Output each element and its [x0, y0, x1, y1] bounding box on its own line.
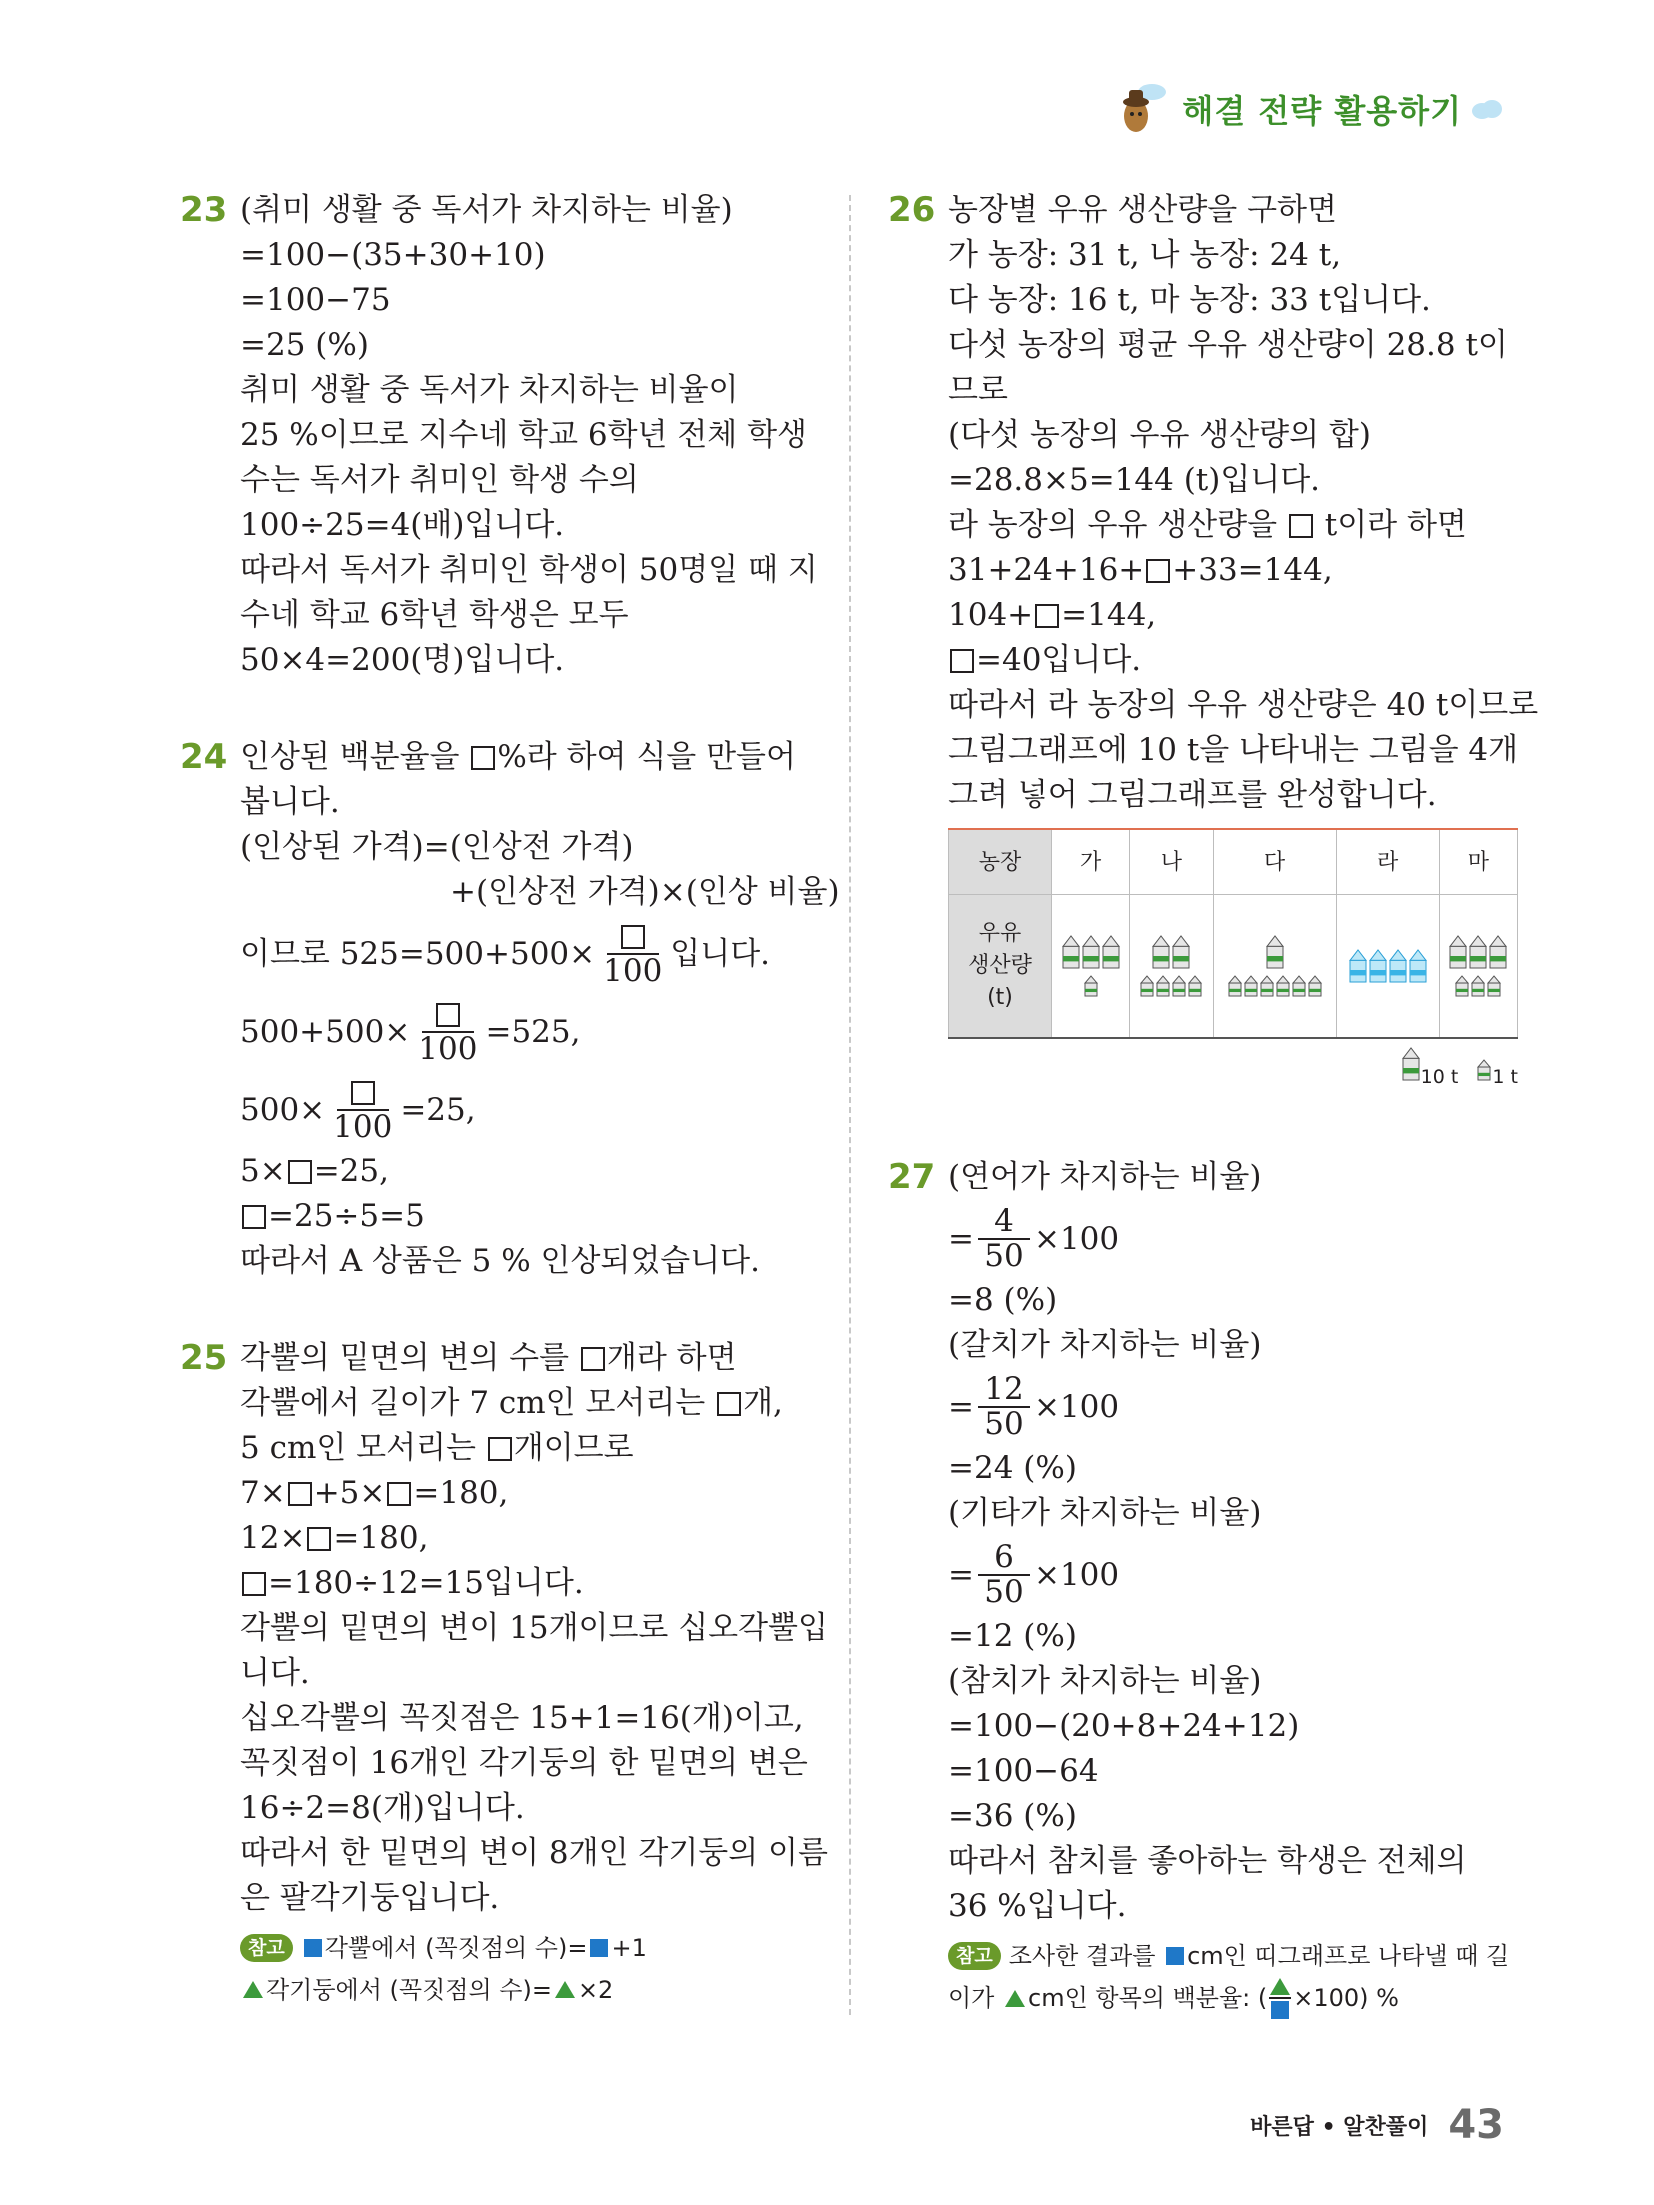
fraction [1269, 1978, 1291, 2019]
green-triangle-icon [1005, 1990, 1025, 2007]
milk-carton-big-icon [1152, 934, 1170, 970]
milk-carton-big-icon [1062, 934, 1080, 970]
text-line: 각뿔의 밑면의 변의 수를 개라 하면 [240, 1340, 737, 1376]
farm-name: 다 [1213, 829, 1336, 895]
problem-number: 26 [888, 190, 936, 230]
text-line: 각뿔에서 길이가 7 cm인 모서리는 개, [240, 1385, 783, 1421]
text-line: 따라서 A 상품은 5 % 인상되었습니다. [240, 1243, 760, 1279]
fraction: 100 [329, 1076, 396, 1143]
text-line: =100−(20+8+24+12) [948, 1708, 1300, 1744]
blank-box [471, 746, 495, 770]
blue-square-icon [1166, 1947, 1184, 1965]
graph-header-row [949, 829, 1518, 895]
text-line: 36 %입니다. [948, 1888, 1127, 1924]
formula-line: 500+500× 100 =525, [240, 993, 815, 1071]
milk-carton-big-icon [1082, 934, 1100, 970]
section-title: 해결 전략 활용하기 [1182, 92, 1462, 130]
milk-carton-big-icon [1409, 948, 1427, 984]
blue-square-icon [1271, 2001, 1289, 2019]
text-line: 다섯 농장의 평균 우유 생산량이 28.8 t이 [948, 327, 1508, 363]
farm-name: 가 [1052, 829, 1130, 895]
fraction: $\frac{4}{50}$ [978, 1205, 1030, 1272]
text-line: 따라서 라 농장의 우유 생산량은 40 t이므로 [948, 687, 1539, 723]
note-badge: 참고 [240, 1934, 293, 1962]
text-line: 십오각뿔의 꼭짓점은 15+1=16(개)이고, [240, 1700, 804, 1736]
milk-carton-small-icon [1172, 974, 1186, 998]
formula-line: = $\frac{6}{50}$ ×100 [948, 1539, 1120, 1610]
fraction: 100 [599, 920, 666, 987]
problem-25 [180, 1336, 828, 2011]
green-triangle-icon [1270, 1978, 1290, 1995]
farm-name: 라 [1336, 829, 1439, 895]
text-line: =36 (%) [948, 1798, 1077, 1834]
reference-note: 각기둥에서 (꼭짓점의 수)= ×2 [240, 1969, 815, 2011]
text-line: =12 (%) [948, 1618, 1077, 1654]
text-line: 라 농장의 우유 생산량을 t이라 하면 [948, 507, 1467, 543]
problem-26 [888, 188, 1539, 1095]
book-label: 바른답 • 알찬풀이 [1250, 2114, 1429, 2140]
milk-cell [1213, 895, 1336, 1039]
milk-carton-big-icon [1449, 934, 1467, 970]
text-line: 인상된 백분율을 %라 하여 식을 만들어 [240, 739, 796, 775]
milk-carton-small-icon [1292, 974, 1306, 998]
cloud-icon [1470, 98, 1504, 120]
milk-cell [1052, 895, 1130, 1039]
blue-square-icon [590, 1939, 608, 1957]
text-line: (기타가 차지하는 비율) [948, 1495, 1262, 1531]
text-line: =28.8×5=144 (t)입니다. [948, 462, 1321, 498]
formula-line: 이므로 525=500+500× 100 입니다. [240, 915, 815, 993]
milk-cell [1439, 895, 1517, 1039]
text-line: (취미 생활 중 독서가 차지하는 비율) [240, 192, 733, 228]
problem-number: 25 [180, 1338, 228, 1378]
milk-carton-small-icon [1471, 974, 1485, 998]
text-line: 수네 학교 6학년 학생은 모두 [240, 597, 629, 633]
green-triangle-icon [243, 1981, 263, 1998]
text-line: 그려 넣어 그림그래프를 완성합니다. [948, 777, 1437, 813]
milk-carton-small-icon [1188, 974, 1202, 998]
page-number: 43 [1448, 2102, 1504, 2148]
formula-line: = $\frac{12}{50}$ ×100 [948, 1371, 1120, 1442]
fraction: 100 [414, 998, 481, 1065]
text-line: 은 팔각기둥입니다. [240, 1880, 500, 1916]
reference-note: 참고 조사한 결과를 cm인 띠그래프로 나타낼 때 길 [948, 1935, 1518, 1977]
reference-note: 이가 cm인 항목의 백분율: ( ×100) % [948, 1977, 1518, 2019]
text-line: 따라서 독서가 취미인 학생이 50명일 때 지 [240, 552, 818, 588]
text-line: (인상된 가격)=(인상전 가격) [240, 829, 634, 865]
text-line: 가 농장: 31 t, 나 농장: 24 t, [948, 237, 1342, 273]
text-line: =100−75 [240, 282, 391, 318]
column-divider [849, 195, 851, 2015]
text-line: 5× =25, [240, 1153, 389, 1189]
text-line: 12× =180, [240, 1520, 429, 1556]
milk-carton-small-icon [1140, 974, 1154, 998]
text-line: =100−(35+30+10) [240, 237, 546, 273]
text-line: =24 (%) [948, 1450, 1077, 1486]
mascot-icon [1114, 78, 1174, 140]
text-line: 16÷2=8(개)입니다. [240, 1790, 525, 1826]
milk-cell [1130, 895, 1213, 1039]
left-column [180, 188, 840, 2011]
text-line: =25 (%) [240, 327, 369, 363]
milk-carton-small-icon [1476, 1066, 1492, 1088]
milk-carton-small-icon [1276, 974, 1290, 998]
problem-number: 27 [888, 1157, 936, 1197]
right-column [888, 188, 1539, 2019]
text-line: 그림그래프에 10 t을 나타내는 그림을 4개 [948, 732, 1519, 768]
picture-graph [948, 828, 1518, 1039]
milk-carton-big-icon [1401, 1066, 1421, 1088]
text-line: =40입니다. [948, 638, 1518, 683]
text-line: 므로 [948, 372, 1008, 408]
text-line: 다 농장: 16 t, 마 농장: 33 t입니다. [948, 282, 1431, 318]
blue-square-icon [304, 1939, 322, 1957]
problem-number: 23 [180, 190, 228, 230]
milk-cell [1336, 895, 1439, 1039]
text-line: 농장별 우유 생산량을 구하면 [948, 192, 1337, 228]
text-line: (갈치가 차지하는 비율) [948, 1327, 1262, 1363]
text-line: (참치가 차지하는 비율) [948, 1663, 1262, 1699]
milk-carton-big-icon [1469, 934, 1487, 970]
text-line: 따라서 한 밑면의 변이 8개인 각기둥의 이름 [240, 1835, 828, 1871]
note-badge: 참고 [948, 1942, 1001, 1970]
text-line: 각뿔의 밑면의 변이 15개이므로 십오각뿔입 [240, 1610, 828, 1646]
text-line: 50×4=200(명)입니다. [240, 642, 565, 678]
graph-legend: 10 t 1 t [948, 1045, 1518, 1095]
page-footer [1250, 2102, 1504, 2148]
formula-line: = $\frac{4}{50}$ ×100 [948, 1203, 1120, 1274]
text-line: 꼭짓점이 16개인 각기둥의 한 밑면의 변은 [240, 1745, 808, 1781]
graph-header-label: 농장 [949, 829, 1052, 895]
farm-name: 마 [1439, 829, 1517, 895]
milk-carton-small-icon [1228, 974, 1242, 998]
problem-27 [888, 1155, 1518, 2019]
milk-carton-big-icon [1102, 934, 1120, 970]
milk-carton-big-icon [1402, 1046, 1420, 1082]
green-triangle-icon [555, 1981, 575, 1998]
section-header [1114, 78, 1504, 140]
fraction: $\frac{6}{50}$ [978, 1541, 1030, 1608]
text-line: 니다. [240, 1655, 310, 1691]
milk-carton-small-icon [1477, 1058, 1491, 1082]
text-line: (다섯 농장의 우유 생산량의 합) [948, 417, 1371, 453]
milk-carton-small-icon [1244, 974, 1258, 998]
graph-row-label: 우유 생산량 (t) [949, 895, 1052, 1039]
text-line: +(인상전 가격)×(인상 비율) [450, 874, 840, 910]
milk-carton-big-icon [1389, 948, 1407, 984]
text-line: 7× +5× =180, [240, 1475, 509, 1511]
milk-carton-big-icon [1266, 934, 1284, 970]
milk-carton-big-icon [1172, 934, 1190, 970]
text-line: =25÷5=5 [240, 1194, 815, 1239]
text-line: 104+ =144, [948, 597, 1157, 633]
text-line: =100−64 [948, 1753, 1099, 1789]
milk-carton-small-icon [1308, 974, 1322, 998]
text-line: 31+24+16+ +33=144, [948, 552, 1333, 588]
problem-24 [180, 735, 840, 1284]
text-line: 봅니다. [240, 784, 340, 820]
text-line: 25 %이므로 지수네 학교 6학년 전체 학생 [240, 417, 807, 453]
text-line: 취미 생활 중 독서가 차지하는 비율이 [240, 372, 739, 408]
text-line: =8 (%) [948, 1282, 1058, 1318]
text-line: 따라서 참치를 좋아하는 학생은 전체의 [948, 1843, 1467, 1879]
text-line: 수는 독서가 취미인 학생 수의 [240, 462, 639, 498]
milk-carton-small-icon [1260, 974, 1274, 998]
fraction: $\frac{12}{50}$ [978, 1373, 1030, 1440]
milk-carton-small-icon [1156, 974, 1170, 998]
text-line: (연어가 차지하는 비율) [948, 1159, 1262, 1195]
text-line: 100÷25=4(배)입니다. [240, 507, 565, 543]
milk-carton-big-icon [1369, 948, 1387, 984]
milk-carton-small-icon [1455, 974, 1469, 998]
milk-carton-big-icon [1349, 948, 1367, 984]
problem-23 [180, 188, 818, 683]
milk-carton-small-icon [1084, 974, 1098, 998]
text-line: 5 cm인 모서리는 개이므로 [240, 1430, 634, 1466]
farm-name: 나 [1130, 829, 1213, 895]
text-line: =180÷12=15입니다. [240, 1561, 815, 1606]
reference-note: 참고 각뿔에서 (꼭짓점의 수)= +1 [240, 1927, 815, 1969]
graph-data-row [949, 895, 1518, 1039]
milk-carton-small-icon [1487, 974, 1501, 998]
formula-line: 500× 100 =25, [240, 1071, 815, 1149]
problem-number: 24 [180, 737, 228, 777]
milk-carton-big-icon [1489, 934, 1507, 970]
